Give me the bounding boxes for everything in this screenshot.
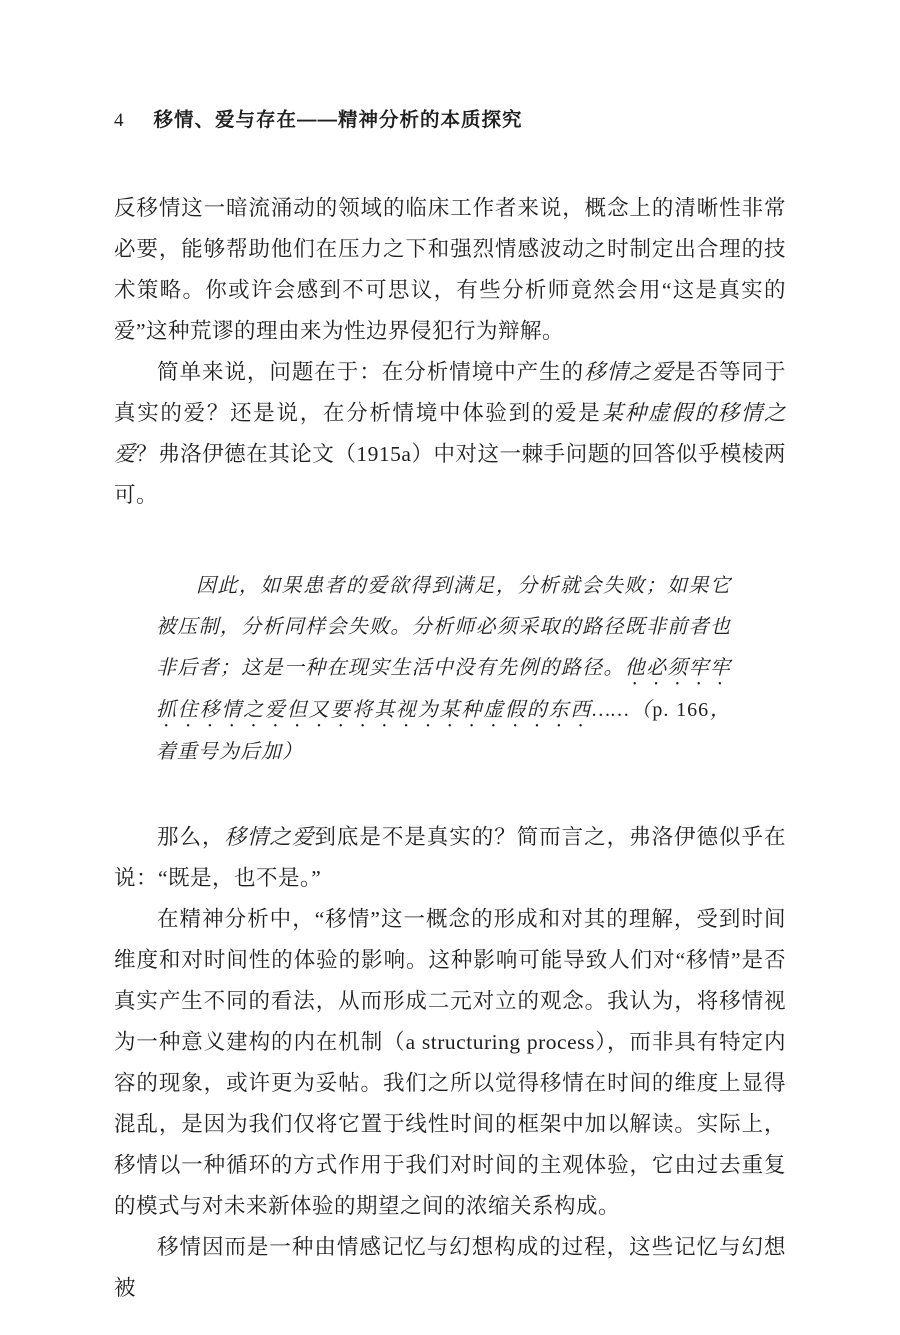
paragraph	[114, 188, 786, 352]
page-content	[114, 104, 786, 1309]
quote-text-run: ……（	[592, 699, 653, 721]
emphasized-kai-text: 移情之爱	[224, 825, 315, 849]
page-number: 4	[114, 110, 124, 131]
paragraph	[114, 1227, 786, 1309]
text-run: 到底是不是真实的？简而言之，弗洛伊德似乎在说：“既是，也不是。”	[114, 825, 786, 890]
text-run: 移情因而是一种由情感记忆与幻想构成的过程，这些记忆与幻想被	[114, 1235, 786, 1300]
text-run: 是否等同于真实的爱？还是说，在分析情境中体验到的爱是	[114, 360, 786, 425]
quote-text-run: 因此，如果患者的爱欲得到满足，分析就会失败；如果它被压制，分析同样会失败。分析师必须采取的路径既非前者也非后者；这是一种在现实生活中没有先例的路径。	[156, 575, 731, 679]
text-run: 反移情这一暗流涌动的领域的临床工作者来说，概念上的清晰性非常必要，能够帮助他们在压力之下和强烈情感波动之时制定出合理的技术策略。你或许会感到不可思议，有些分析师竟然会用“这是真实的爱”这种荒谬的理由来为性边界侵犯行为辩解。	[114, 196, 786, 343]
emphasized-kai-text: 移情之爱	[584, 360, 675, 384]
emphasis-dotted-text: 他必须牢牢抓住移情之爱但又要将其视为某种虚假的东西	[156, 657, 732, 721]
text-run: 简单来说，问题在于：在分析情境中产生的	[157, 360, 585, 384]
text-run: 在精神分析中，“移情”这一概念的形成和对其的理解，受到时间维度和对时间性的体验的影响。这种影响可能导致人们对“移情”是否真实产生不同的看法，从而形成二元对立的观念。我认为，将移情视为一种意义建构的内在机制（a structuring process），而非具有特定内容的现象，或许更为妥帖。我们之所以觉得移情在时间的维度上显得混乱，是因为我们仅将它置于线性时间的框架中加以解读。实际上，移情以一种循环的方式作用于我们对时间的主观体验，它由过去重复的模式与对未来新体验的期望之间的浓缩关系构成。	[114, 907, 786, 1218]
paragraph	[114, 899, 786, 1227]
page-body	[114, 188, 786, 1309]
running-title: 移情、爱与存在——精神分析的本质探究	[153, 109, 523, 131]
quote-text-run: ，着重号为后加）	[156, 699, 731, 763]
blockquote	[156, 566, 731, 773]
text-run: ？弗洛伊德在其论文（1915a）中对这一棘手问题的回答似乎模棱两可。	[114, 442, 786, 507]
text-run: 那么，	[157, 825, 225, 849]
paragraph	[114, 817, 786, 899]
emphasized-kai-text: 某种虚假的移情之爱	[114, 401, 786, 466]
page-header	[114, 104, 786, 132]
paragraph	[114, 352, 786, 516]
quote-latin-run: p. 166	[652, 699, 710, 721]
